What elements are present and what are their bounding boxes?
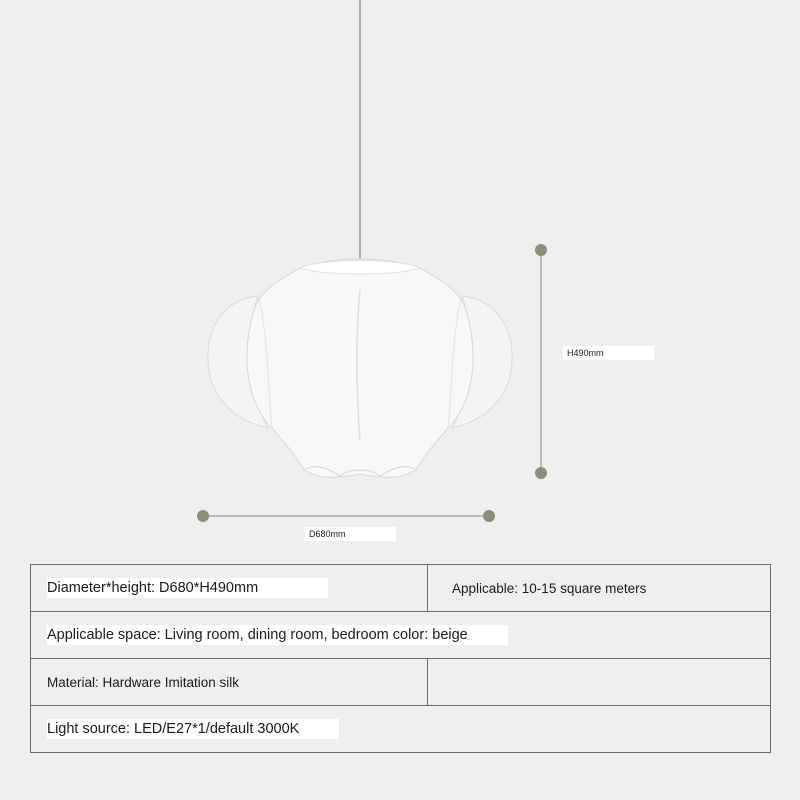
height-label: H490mm [563,346,654,360]
spec-row [31,612,771,659]
lamp-shade-top [300,261,420,275]
spec-cell [31,612,771,659]
spec-diameter-height: Diameter*height: D680*H490mm [47,578,328,598]
spec-cell-empty [428,659,771,706]
width-dimension-dot-right [483,510,495,522]
spec-cell [31,659,428,706]
spec-table [30,564,771,753]
spec-row [31,565,771,612]
width-label: D680mm [305,527,396,541]
height-dimension-dot-bottom [535,467,547,479]
width-dimension-dot-left [197,510,209,522]
spec-cell [31,565,428,612]
spec-cell [428,565,771,612]
height-dimension-dot-top [535,244,547,256]
spec-applicable-area: Applicable: 10-15 square meters [452,580,647,596]
spec-cell [31,706,771,753]
spec-light-source: Light source: LED/E27*1/default 3000K [47,719,339,739]
spec-material: Material: Hardware Imitation silk [47,674,240,690]
spec-row [31,706,771,753]
spec-applicable-space: Applicable space: Living room, dining room, bedroom color: beige [47,625,508,645]
spec-row [31,659,771,706]
